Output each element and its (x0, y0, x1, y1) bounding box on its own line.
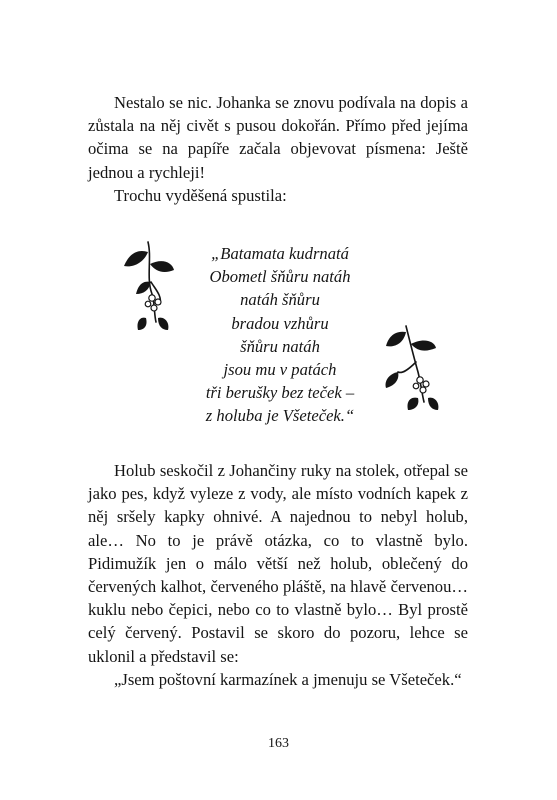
poem-line: šňůru natáh (240, 336, 320, 356)
poem-line: z holuba je Všeteček.“ (205, 406, 355, 426)
poem-line: „Batamata kudrnatá (211, 244, 349, 263)
paragraph: Nestalo se nic. Johanka se znovu podívala na dopis a zůstala na něj civět s pusou dokořán. Přímo před jejíma očima se na papíře začala objevovat písmena: Ještě jednou a rychleji! (88, 93, 468, 182)
page-number: 163 (268, 736, 289, 751)
text-block-top (88, 91, 468, 207)
paragraph: Trochu vyděšená spustila: (114, 185, 287, 205)
text-block-bottom (88, 459, 468, 691)
poem (150, 242, 410, 428)
mistletoe-sprig-icon (378, 322, 450, 414)
paragraph: Holub seskočil z Johančiny ruky na stolek, otřepal se jako pes, když vyleze z vody, ale místo vodních kapek z něj sršely kapky ohnivé. A najednou to nebyl holub, ale… No to je právě otázka, co to vlastně bylo. Pidimužík jen o málo větší než holub, oblečený do červených kalhot, červeného pláště, na hlavě červenou… kuklu nebo čepici, nebo co to vlastně bylo… Byl prostě celý červený. Postavil se skoro do pozoru, lehce se uklonil a představil se: (88, 461, 468, 666)
paragraph: „Jsem poštovní karmazínek a jmenuju se Všeteček.“ (114, 669, 462, 689)
poem-line: tři berušky bez teček – (205, 383, 355, 403)
poem-line: jsou mu v patách (223, 360, 337, 380)
poem-line: bradou vzhůru (231, 313, 329, 333)
poem-line: Obometl šňůru natáh (209, 267, 351, 287)
poem-line: natáh šňůru (240, 290, 320, 310)
